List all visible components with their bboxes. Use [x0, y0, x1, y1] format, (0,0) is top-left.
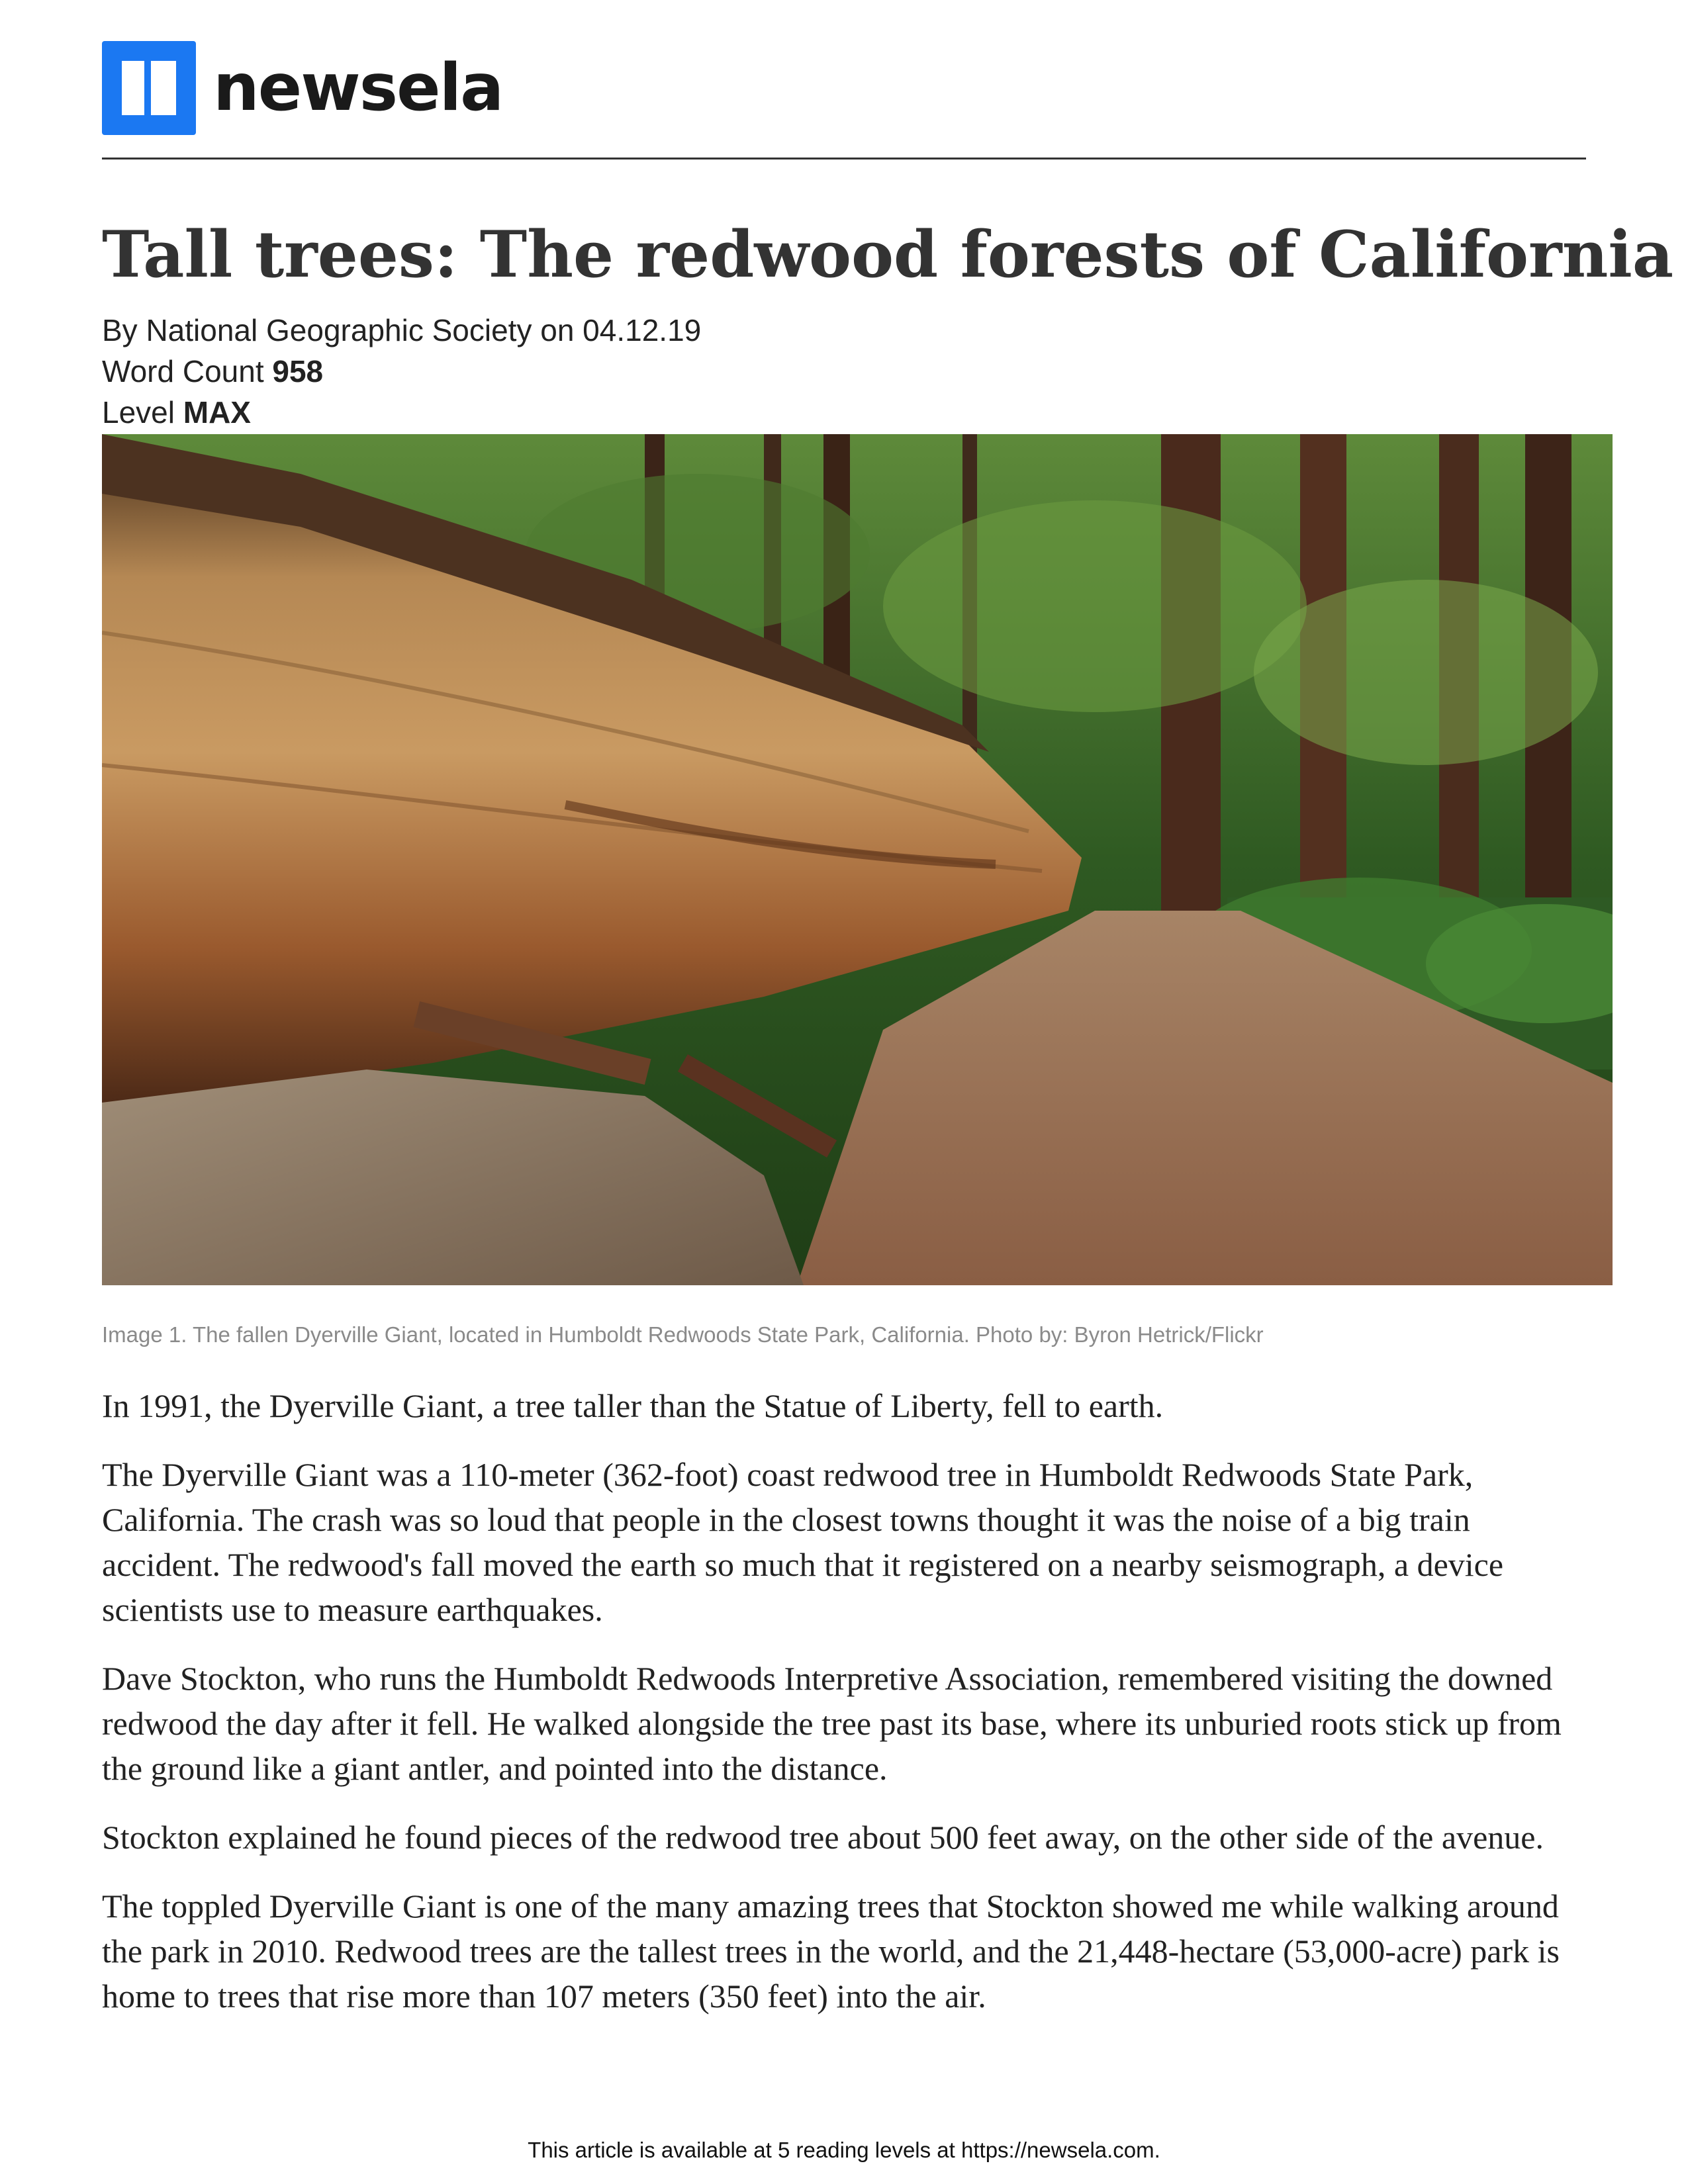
paragraph: The toppled Dyerville Giant is one of the many amazing trees that Stockton showed me while walking around the park in 2010. Redwood trees are the tallest trees in the world, and the 21,448-hectare (53,000-acre) park is home to trees that rise more than 107 meters (350 feet) into the air. [102, 1888, 1560, 2015]
paragraph: The Dyerville Giant was a 110-meter (362-foot) coast redwood tree in Humboldt Redwoods State Park, California. The crash was so loud that people in the closest towns thought it was the noise of a big train accident. The redwood's fall moved the earth so much that it registered on a nearby seismograph, a device scientists use to measure earthquakes. [102, 1456, 1504, 1628]
article-body [102, 1383, 1588, 2042]
word-count-label: Word Count [102, 354, 264, 388]
byline: By National Geographic Society on 04.12.19 [102, 313, 702, 347]
fallen-redwood-photo [102, 434, 1613, 1285]
paragraph: In 1991, the Dyerville Giant, a tree taller than the Statue of Liberty, fell to earth. [102, 1387, 1164, 1424]
newsela-logo[interactable] [102, 41, 502, 135]
newsela-logo-icon [102, 41, 196, 135]
article-meta [102, 310, 701, 433]
level-label: Level [102, 395, 175, 430]
word-count-row [102, 351, 701, 392]
header-divider [102, 158, 1586, 159]
paragraph: Stockton explained he found pieces of the redwood tree about 500 feet away, on the other side of the avenue. [102, 1819, 1544, 1856]
word-count-value: 958 [272, 354, 324, 388]
level-value: MAX [183, 395, 251, 430]
paragraph: Dave Stockton, who runs the Humboldt Redwoods Interpretive Association, remembered visiting the downed redwood the day after it fell. He walked alongside the tree past its base, where its unburied roots stick up from the ground like a giant antler, and pointed into the distance. [102, 1660, 1562, 1787]
level-row [102, 392, 701, 433]
logo-wordmark: newsela [213, 50, 503, 126]
article-photo [102, 434, 1613, 1285]
photo-caption: Image 1. The fallen Dyerville Giant, located in Humboldt Redwoods State Park, California. Photo by: Byron Hetrick/Flickr [102, 1322, 1264, 1347]
article-title: Tall trees: The redwood forests of California [102, 217, 1674, 292]
footer-note: This article is available at 5 reading levels at https://newsela.com. [528, 2138, 1160, 2162]
